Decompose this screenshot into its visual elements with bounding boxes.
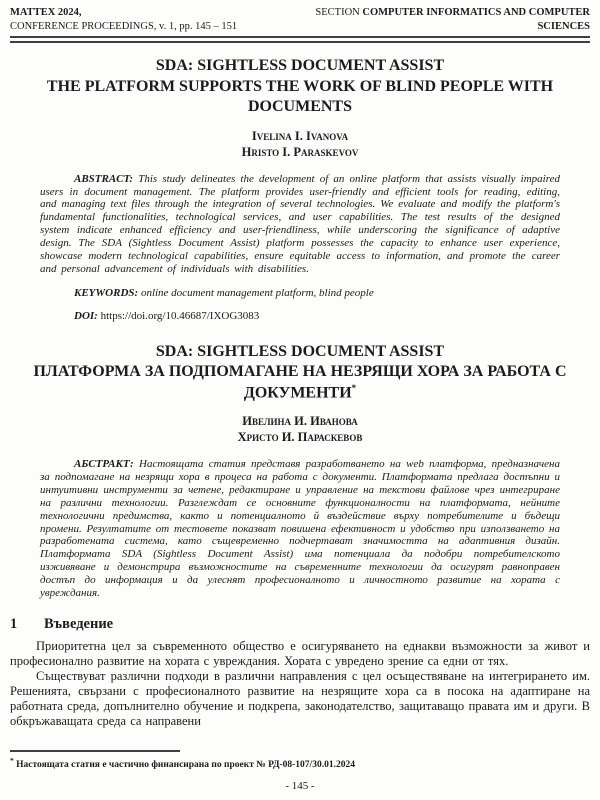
footnote-divider [10, 750, 180, 752]
section-name: COMPUTER INFORMATICS AND COMPUTER SCIENCES [362, 7, 590, 32]
header-divider [10, 36, 590, 43]
title-bg-line2-text: ПЛАТФОРМА ЗА ПОДПОМАГАНЕ НА НЕЗРЯЩИ ХОРА ЗА РАБОТА С ДОКУМЕНТИ [33, 363, 567, 401]
authors-bg [10, 413, 590, 445]
keywords-text: online document management platform, blind people [138, 286, 374, 299]
authors-en [10, 128, 590, 160]
doi-line [40, 310, 560, 322]
keywords-line [40, 287, 560, 299]
footnote-area [10, 750, 590, 770]
title-en-line2: THE PLATFORM SUPPORTS THE WORK OF BLIND PEOPLE WITH DOCUMENTS [46, 77, 554, 116]
abstract-bg-text: Настоящата статия представя разработването на web платформа, предназначена за подпомагане на незрящи хора в процеса на работа с документи. Платформата предлага достъпни и интуитивни инструменти за четене, редактиране и управление на текстови файлове чрез интегриране на различни технологии. Разглеждат се основните функционалности на платформата, нейните технологични предимства, както и потенциалното й въздействие върху потребителите и бъдещи промени. Резултатите от тестовете показват повишена ефективност и удобство при използването на разработената система, като същевременно подчертават значимостта на адаптивния дизайн. Платформата SDA (Sightless Document Assist) има потенциала да подобри потребителското изживяване и демонстрира възможностите на съвременните технологии да осигурят равноправен достъп до информация и да улеснят професионалното и личностното развитие на хората с увреждания. [40, 458, 560, 599]
abstract-en-label: ABSTRACT: [74, 172, 134, 185]
proceedings-info: CONFERENCE PROCEEDINGS, v. 1, pp. 145 – 151 [10, 20, 238, 32]
section-1-number: 1 [10, 615, 18, 632]
footnote-text [10, 756, 590, 770]
conference-name: MATTEX 2024, [10, 7, 82, 18]
body-paragraph-1: Приоритетна цел за съвременното общество е осигуряването на еднакви възможности за живот и професионално развитие на хората с увреждания. Хората с увредено зрение са едни от тях. [10, 638, 590, 668]
bulgarian-block [10, 342, 590, 600]
keywords-label: KEYWORDS: [74, 286, 139, 299]
abstract-bg [40, 458, 560, 599]
title-bg [14, 342, 586, 404]
author-en-2: Hristo I. Paraskevov [241, 144, 359, 159]
body-paragraph-2: Съществуват различни подходи в различни направления с цел осъществяване на интегрирането им. Решенията, свързани с професионалното развитие на незрящите хора са в посока на адаптиране на работната среда, допълнително обучение и подкрепа, законодателство, защитаващо правата им и други. В обкръжаващата среда са направени [10, 669, 590, 729]
title-bg-line1: SDA: SIGHTLESS DOCUMENT ASSIST [155, 342, 445, 360]
doi-link[interactable]: https://doi.org/10.46687/IXOG3083 [97, 309, 260, 322]
section-prefix: SECTION [315, 7, 363, 18]
section-1-title: Въведение [44, 615, 114, 632]
abstract-bg-label: АБСТРАКТ: [74, 458, 134, 471]
doi-label: DOI: [74, 309, 98, 322]
section-1-heading [10, 616, 590, 633]
author-bg-2: Христо И. Параскевов [237, 430, 363, 445]
footnote-marker: * [10, 755, 14, 765]
title-bg-line2 [14, 362, 586, 403]
footnote-body: Настоящата статия е частично финансирана по проект № РД-08-107/30.01.2024 [13, 760, 355, 770]
title-footnote-marker: * [351, 382, 357, 393]
title-en [14, 56, 586, 117]
title-en-line1: SDA: SIGHTLESS DOCUMENT ASSIST [155, 57, 445, 75]
page-number: - 145 - [285, 780, 315, 792]
author-en-1: Ivelina I. Ivanova [251, 128, 349, 143]
abstract-en-text: This study delineates the development of an online platform that assists visually impaired users in document management. The platform provides user-friendly and efficient tools for reading, editing, and managing text files through the integration of several technologies. We evaluate and modify the platform's fundamental functionalities, technological services, and user capabilities. The test results of the designed system indicate enhanced efficiency and user-friendliness, while underscoring the significance of adaptive design. The SDA (Sightless Document Assist) platform possesses the capacity to enhance user experience, showcase modern technological capabilities, ensure equitable access to information, and promote the career and personal advancement of individuals with disabilities. [40, 172, 560, 275]
abstract-en [40, 173, 560, 276]
running-head [10, 6, 590, 33]
running-head-left [10, 6, 237, 33]
author-bg-1: Ивелина И. Иванова [242, 414, 358, 429]
running-head-right [290, 6, 590, 33]
